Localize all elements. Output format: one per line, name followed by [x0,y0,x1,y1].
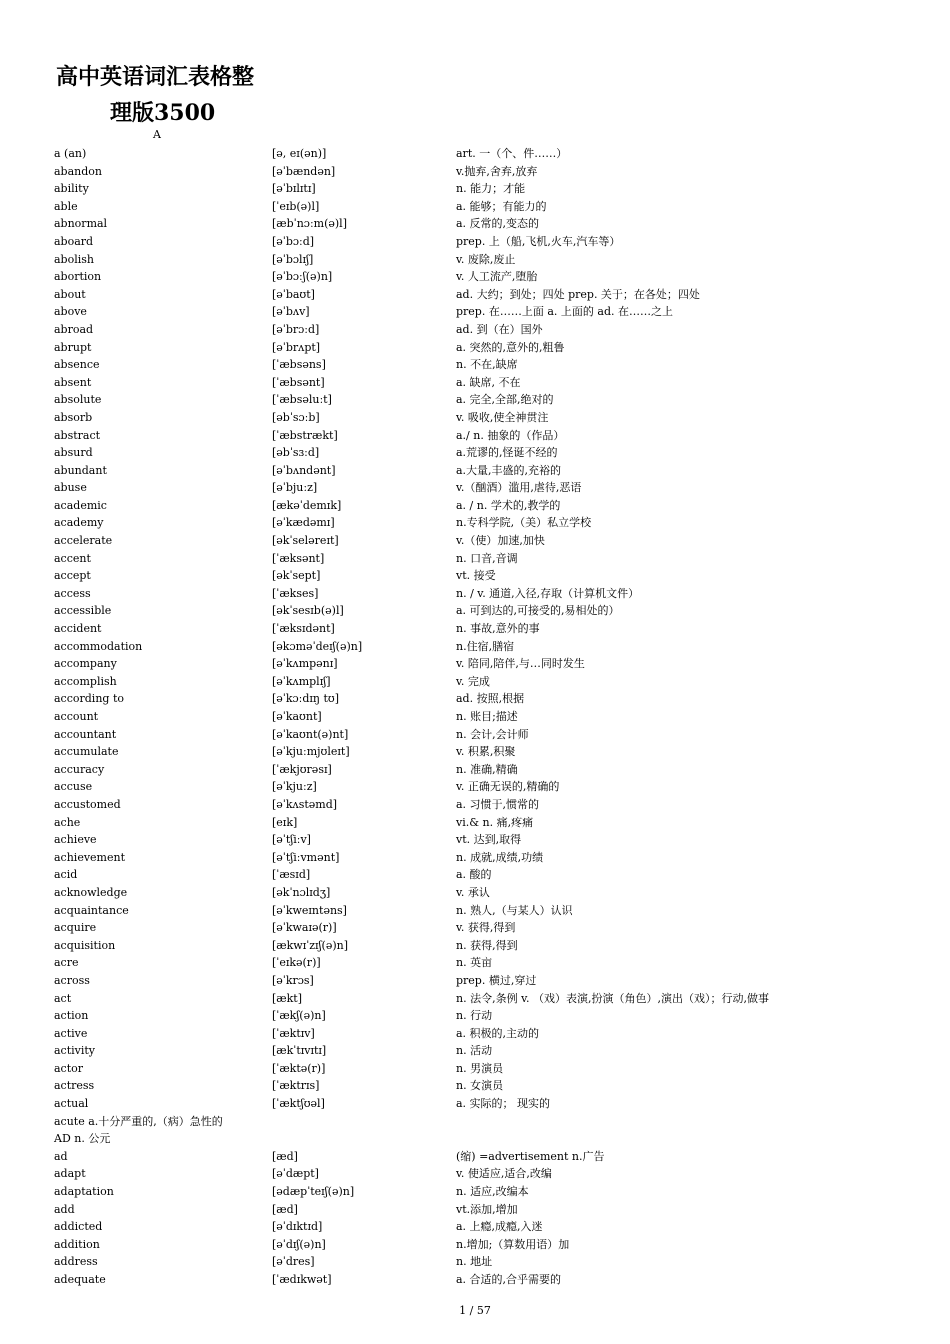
vocab-word: absence [54,358,100,372]
vocab-row [54,409,904,427]
vocab-phonetic: [əbˈsɔːb] [272,410,320,424]
vocab-row [54,954,904,972]
vocab-row [54,620,904,638]
vocab-meaning: n. 活动 [456,1044,493,1058]
vocab-meaning: v.（酗酒）滥用,虐待,恶语 [456,481,582,495]
vocab-phonetic: [əˈbɔːʃ(ə)n] [272,270,333,284]
vocab-row [54,638,904,656]
vocab-phonetic: [əˈkʌmpənɪ] [272,657,338,671]
vocab-phonetic: [ˈækses] [272,586,319,600]
vocab-meaning: prep. 横过,穿过 [456,973,537,987]
vocab-word: accuse [54,780,93,794]
vocab-word: a (an) [54,147,87,160]
vocab-phonetic: [ˈæktʃʊəl] [272,1097,325,1111]
vocab-word: active [54,1026,88,1040]
vocab-row [54,1095,904,1113]
vocab-phonetic: [ˈæbsənt] [272,375,325,389]
vocab-meaning: n. 会计,会计师 [456,727,529,741]
vocab-phonetic: [ˈæktɪv] [272,1026,315,1040]
vocab-word: accept [54,569,91,583]
vocab-word: addicted [54,1220,103,1234]
vocab-word: accumulate [54,745,119,759]
vocab-phonetic: [ˈæktə(r)] [272,1061,326,1075]
vocab-phonetic: [əˈkʌstəmd] [272,797,338,811]
vocab-phonetic: [əkˈseləreɪt] [272,534,339,548]
vocab-meaning: ad. 按照,根据 [456,692,525,706]
vocab-meaning: a. 实际的； 现实的 [456,1097,551,1111]
vocab-row [54,814,904,832]
vocab-meaning: a.荒谬的,怪诞不经的 [456,446,558,460]
vocab-row [54,215,904,233]
vocab-row [54,339,904,357]
vocab-phonetic: [æd] [272,1149,298,1163]
vocab-phonetic: [ækwɪˈzɪʃ(ə)n] [272,938,349,952]
vocab-row [54,1148,904,1166]
vocab-meaning: v. 积累,积聚 [456,745,516,759]
vocab-row [54,268,904,286]
vocab-word: accelerate [54,534,113,548]
vocab-word: acre [54,956,79,970]
vocab-row [54,198,904,216]
vocab-word: accompany [54,657,117,671]
vocab-meaning: n. 成就,成绩,功绩 [456,850,544,864]
vocab-meaning: n. 男演员 [456,1061,504,1075]
vocab-word: abnormal [54,217,108,231]
vocab-row [54,673,904,691]
vocab-row [54,233,904,251]
vocab-row [54,831,904,849]
vocab-phonetic: [eɪk] [272,815,298,829]
vocab-row [54,1236,904,1254]
vocab-word: abuse [54,481,87,495]
vocab-row [54,391,904,409]
vocab-phonetic: [əˈtʃiːv] [272,833,311,847]
vocab-word: account [54,710,99,723]
vocab-row [54,849,904,867]
vocab-word: accountant [54,727,117,741]
document-title: 高中英语词汇表格整 [56,64,255,90]
vocab-phonetic: [ˈeɪkə(r)] [272,956,321,970]
vocab-word: aboard [54,234,94,248]
vocab-word: accident [54,622,102,636]
vocab-phonetic: [ˈæksɪdənt] [272,622,335,636]
vocab-word: absurd [54,446,93,460]
vocab-meaning: v.（使）加速,加快 [456,534,545,548]
vocab-phonetic: [əˈkaʊnt(ə)nt] [272,727,349,741]
vocab-row [54,1060,904,1078]
vocab-meaning: n. 地址 [456,1255,493,1269]
vocab-row [54,1113,904,1131]
vocab-phonetic: [əkɔməˈdeɪʃ(ə)n] [272,639,363,653]
vocab-word: above [54,305,87,319]
vocab-meaning: n. 账目;描述 [456,710,518,723]
vocab-meaning: a. 上瘾,成瘾,入迷 [456,1220,543,1234]
vocab-word: address [54,1255,98,1269]
vocab-meaning: a. 积极的,主动的 [456,1026,540,1040]
vocab-word: abortion [54,270,102,284]
vocab-meaning: art. 一（个、件……） [456,147,568,160]
vocab-row [54,602,904,620]
vocab-row [54,1130,904,1148]
vocab-meaning: n. 法令,条例 v. （戏）表演,扮演（角色）,演出（戏）；行动,做事 [456,991,769,1005]
vocab-phonetic: [əkˈnɔlɪdʒ] [272,885,331,899]
vocab-word: about [54,287,86,301]
vocab-word: able [54,199,78,213]
vocab-word: across [54,973,90,987]
vocab-phonetic: [æbˈnɔːm(ə)l] [272,217,347,231]
vocab-row [54,1253,904,1271]
vocab-meaning: v. 正确无误的,精确的 [456,780,560,794]
vocab-meaning: ad. 到（在）国外 [456,322,543,336]
vocab-row [54,163,904,181]
vocab-meaning: vt. 接受 [456,569,496,583]
vocab-row [54,286,904,304]
vocab-word: action [54,1009,89,1023]
vocab-row [54,145,904,163]
vocab-word: accuracy [54,762,105,776]
vocab-word: acknowledge [54,885,128,899]
vocab-phonetic: [əkˈsept] [272,569,321,583]
vocab-word: add [54,1202,75,1216]
vocab-row [54,1007,904,1025]
vocab-phonetic: [əˈkjuːmjʊleɪt] [272,745,350,759]
vocab-row [54,937,904,955]
vocab-word: abolish [54,252,94,266]
vocab-meaning: n. 适应,改编本 [456,1185,529,1199]
vocab-row [54,919,904,937]
vocab-meaning: n. 女演员 [456,1079,504,1093]
vocab-phonetic: [ˈæbsəluːt] [272,393,332,407]
vocab-row [54,532,904,550]
vocab-word: acquire [54,921,97,935]
vocab-row [54,1271,904,1289]
vocab-meaning: v. 完成 [456,674,490,688]
vocab-meaning: a. 反常的,变态的 [456,217,540,231]
vocab-phonetic: [əbˈsɜːd] [272,446,320,460]
vocab-meaning: a. 能够；有能力的 [456,199,547,213]
vocab-word: achievement [54,850,126,864]
vocab-row [54,761,904,779]
vocab-meaning: vt.添加,增加 [456,1202,518,1216]
vocab-word: act [54,991,72,1005]
vocab-meaning: n. 准确,精确 [456,762,518,776]
vocab-phonetic: [əˈkjuːz] [272,780,317,794]
vocab-phonetic: [əˈkʌmplɪʃ] [272,674,331,688]
vocab-word: acquaintance [54,903,129,917]
vocab-word: abstract [54,428,101,442]
vocab-phonetic: [əˈkweɪntəns] [272,903,347,917]
vocab-meaning: n. / v. 通道,入径,存取（计算机文件） [456,586,640,600]
vocab-meaning: n. 行动 [456,1009,493,1023]
vocab-phonetic: [ˈeɪb(ə)l] [272,199,320,213]
vocab-row [54,778,904,796]
vocab-row [54,479,904,497]
vocab-phonetic: [əˈbaʊt] [272,287,315,301]
vocab-phonetic: [ˈækʃ(ə)n] [272,1009,326,1023]
vocab-phonetic: [əˈkædəmɪ] [272,516,335,530]
vocab-row [54,180,904,198]
vocab-meaning: a. 完全,全部,绝对的 [456,393,554,407]
vocab-meaning: n.增加;（算数用语）加 [456,1237,570,1251]
vocab-row [54,726,904,744]
vocab-meaning: v. 承认 [456,885,490,899]
vocab-phonetic: [ækəˈdemɪk] [272,498,342,512]
vocab-meaning: n. 事故,意外的事 [456,622,540,636]
vocab-phonetic: [ˈæbstrækt] [272,428,338,442]
vocab-phonetic: [əˈtʃiːvmənt] [272,850,340,864]
vocab-meaning: a. 合适的,合乎需要的 [456,1273,562,1286]
vocab-phonetic: [əˈbrɔːd] [272,322,320,336]
vocab-word: acute a.十分严重的,（病）急性的 [54,1114,223,1128]
vocab-row [54,708,904,726]
vocab-row [54,514,904,532]
vocab-phonetic: [əˈbændən] [272,164,336,178]
vocab-meaning: n. 不在,缺席 [456,358,518,372]
vocab-row [54,902,904,920]
vocab-meaning: n. 获得,得到 [456,938,518,952]
vocab-row [54,990,904,1008]
vocab-row [54,462,904,480]
vocab-meaning: a. 可到达的,可接受的,易相处的） [456,604,620,618]
vocab-word: academic [54,498,107,512]
vocab-row [54,251,904,269]
vocab-word: absorb [54,410,93,424]
vocab-word: ad [54,1149,68,1163]
vocab-phonetic: [əˈdɪʃ(ə)n] [272,1237,326,1251]
vocab-word: actual [54,1097,89,1111]
vocab-phonetic: [əˈbjuːz] [272,481,318,495]
vocab-meaning: v.抛弃,舍弃,放弃 [456,164,538,178]
vocab-meaning: prep. 在……上面 a. 上面的 ad. 在……之上 [456,305,673,319]
vocab-meaning: a. 酸的 [456,868,492,882]
vocab-phonetic: [əˈbɔlɪʃ] [272,252,314,266]
vocab-meaning: v. 吸收,使全神贯注 [456,410,549,424]
vocab-phonetic: [æd] [272,1202,298,1216]
vocab-row [54,427,904,445]
vocab-word: activity [54,1044,96,1058]
vocab-word: ability [54,182,89,196]
vocab-phonetic: [əˈdres] [272,1255,315,1269]
vocab-word: acquisition [54,938,116,952]
vocab-meaning: v. 使适应,适合,改编 [456,1167,552,1181]
vocab-phonetic: [əˈdɪktɪd] [272,1220,323,1234]
vocab-word: AD n. 公元 [54,1132,111,1146]
vocab-phonetic: [əˈbɔːd] [272,234,315,248]
vocab-phonetic: [əˈbʌndənt] [272,463,336,477]
vocab-row [54,374,904,392]
vocab-meaning: a. / n. 学术的,教学的 [456,498,561,512]
vocab-word: ache [54,815,81,829]
vocab-phonetic: [ˈædɪkwət] [272,1273,332,1286]
vocab-phonetic: [ækt] [272,991,303,1005]
vocab-meaning: v. 获得,得到 [456,921,516,935]
vocab-meaning: a./ n. 抽象的（作品） [456,428,565,442]
vocab-meaning: v. 人工流产,堕胎 [456,270,538,284]
vocab-phonetic: [ækˈtɪvɪtɪ] [272,1044,327,1058]
vocab-phonetic: [ˈæksənt] [272,551,325,565]
vocab-meaning: n. 口音,音调 [456,551,518,565]
vocab-word: accommodation [54,639,143,653]
vocab-meaning: ad. 大约；到处；四处 prep. 关于；在各处；四处 [456,287,700,301]
vocab-phonetic: [ˈæktrɪs] [272,1079,320,1093]
vocab-row [54,1218,904,1236]
vocab-phonetic: [əˈbɪlɪtɪ] [272,182,316,196]
vocab-row [54,497,904,515]
page-number: 1 / 57 [459,1304,491,1317]
vocab-meaning: a.大量,丰盛的,充裕的 [456,463,562,477]
vocab-meaning: n. 熟人,（与某人）认识 [456,903,573,917]
vocab-row [54,303,904,321]
vocab-row [54,356,904,374]
vocab-meaning: v. 陪同,陪伴,与…同时发生 [456,657,585,671]
vocab-phonetic: [ˈæsɪd] [272,868,311,882]
vocab-row [54,1201,904,1219]
vocab-meaning: n.住宿,膳宿 [456,639,515,653]
vocab-meaning: v. 废除,废止 [456,252,516,266]
vocab-word: actress [54,1079,95,1093]
vocab-phonetic: [əˈbʌv] [272,305,310,319]
vocab-meaning: vt. 达到,取得 [456,833,522,847]
vocab-meaning: prep. 上（船,飞机,火车,汽车等） [456,234,621,248]
document-title-continued: 理版3500 [110,100,216,126]
vocab-phonetic: [ˈækjʊrəsɪ] [272,762,332,776]
vocab-word: adaptation [54,1185,114,1199]
vocab-row [54,321,904,339]
vocab-phonetic: [ədæpˈteɪʃ(ə)n] [272,1185,355,1199]
vocab-row [54,655,904,673]
vocab-phonetic: [ˈæbsəns] [272,358,326,372]
vocabulary-table [54,145,904,1289]
vocab-row [54,866,904,884]
vocab-meaning: (缩) =advertisement n.广告 [456,1149,605,1163]
vocab-row [54,690,904,708]
vocab-word: adequate [54,1273,106,1286]
vocab-row [54,1025,904,1043]
vocab-word: actor [54,1061,84,1075]
vocab-row [54,796,904,814]
vocab-word: abrupt [54,340,92,354]
vocab-word: abandon [54,164,102,178]
vocab-word: achieve [54,833,97,847]
vocab-phonetic: [əˈkaʊnt] [272,710,322,723]
vocab-phonetic: [əˈkɔːdɪŋ tʊ] [272,692,340,706]
section-letter: A [153,128,161,141]
vocab-row [54,1165,904,1183]
vocab-word: adapt [54,1167,86,1181]
vocab-word: acid [54,868,78,882]
vocab-row [54,567,904,585]
vocab-meaning: a. 突然的,意外的,粗鲁 [456,340,565,354]
vocab-row [54,1183,904,1201]
vocab-meaning: vi.& n. 痛,疼痛 [456,815,534,829]
vocab-word: according to [54,692,124,706]
vocab-word: access [54,586,91,600]
vocab-word: absent [54,375,92,389]
vocab-word: accustomed [54,797,121,811]
vocab-row [54,972,904,990]
vocab-word: addition [54,1237,100,1251]
vocab-row [54,585,904,603]
vocab-meaning: n. 英亩 [456,956,493,970]
vocab-meaning: n. 能力；才能 [456,182,526,196]
vocab-row [54,1042,904,1060]
vocab-word: academy [54,516,104,530]
vocab-word: abundant [54,463,107,477]
vocab-row [54,1077,904,1095]
vocab-meaning: a. 习惯于,惯常的 [456,797,540,811]
vocab-phonetic: [əkˈsesɪb(ə)l] [272,604,344,618]
vocab-word: absolute [54,393,102,407]
vocab-word: accessible [54,604,112,618]
vocab-meaning: n.专科学院,（美）私立学校 [456,516,592,530]
vocab-meaning: a. 缺席, 不在 [456,375,521,389]
vocab-word: abroad [54,322,94,336]
vocab-phonetic: [əˈkwaɪə(r)] [272,921,337,935]
vocab-word: accomplish [54,674,117,688]
vocab-row [54,444,904,462]
vocab-phonetic: [əˈbrʌpt] [272,340,321,354]
vocab-row [54,743,904,761]
vocab-row [54,550,904,568]
vocab-phonetic: [ə, eɪ(ən)] [272,147,327,160]
vocab-row [54,884,904,902]
vocab-word: accent [54,551,91,565]
vocab-phonetic: [əˈdæpt] [272,1167,319,1181]
vocab-phonetic: [əˈkrɔs] [272,973,314,987]
